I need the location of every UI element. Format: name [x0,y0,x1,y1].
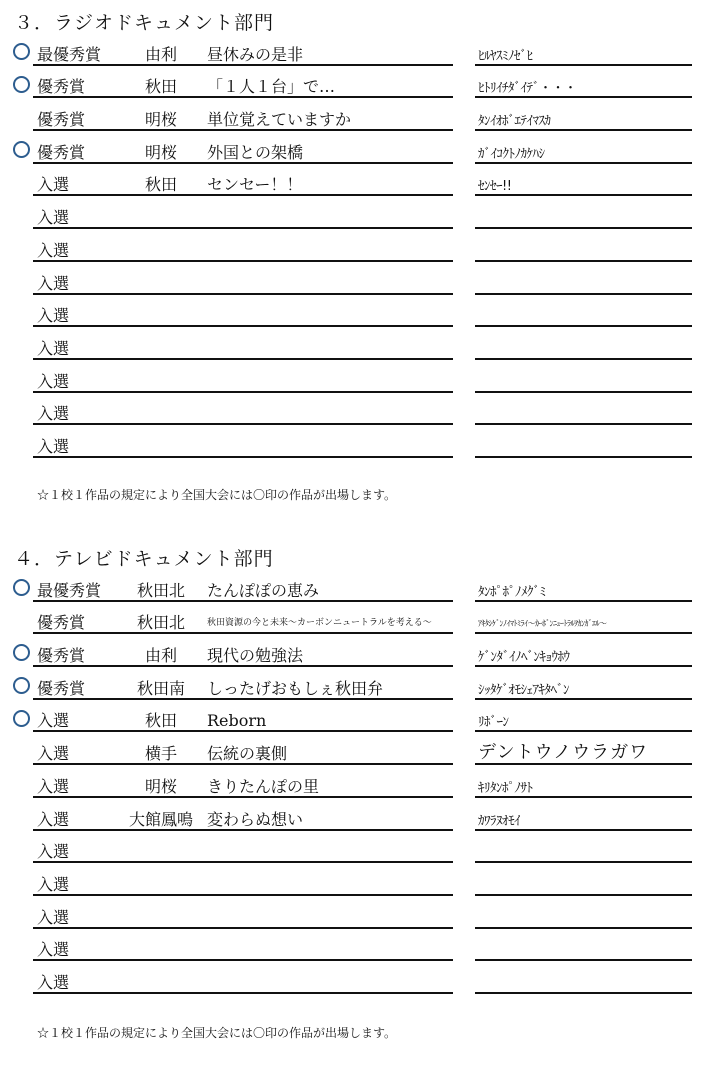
award-label: 最優秀賞 [37,580,102,600]
entry-underline [33,423,453,425]
reading-underline [475,698,692,700]
title-reading: ﾋﾄﾘｲﾁﾀﾞｲﾃﾞ・・・ [478,81,577,97]
result-row [0,199,726,232]
title-reading: ﾀﾝｲｵﾎﾞｴﾃｲﾏｽｶ [478,114,551,130]
entry-underline [33,698,453,700]
title-reading: ｱｷﾀｼｹﾞﾝﾉｲﾏﾄﾐﾗｲ～ｶｰﾎﾞﾝﾆｭｰﾄﾗﾙｦｶﾝｶﾞｴﾙ～ [478,619,607,629]
result-row [0,703,726,736]
result-row [0,932,726,965]
work-title: センセー！！ [207,175,303,195]
work-title: 伝統の裏側 [207,744,288,764]
school-name: 秋田南 [136,678,185,698]
result-row [0,167,726,200]
work-title: たんぽぽの恵み [207,580,320,600]
school-name: 秋田 [144,711,177,731]
title-reading: ｶﾞｲｺｸﾄﾉｶｹﾊｼ [478,146,545,162]
national-qualifier-circle-icon [13,43,30,60]
award-label: 入選 [37,306,70,326]
section-title: ３．ラジオドキュメント部門 [14,12,275,34]
entry-underline [33,861,453,863]
title-reading: ｹﾞﾝﾀﾞｲﾉﾍﾞﾝｷｮｳﾎｳ [478,650,570,666]
results-list [0,572,726,997]
result-row [0,964,726,997]
title-reading: ｷﾘﾀﾝﾎﾟﾉｻﾄ [478,780,533,796]
reading-underline [475,632,692,634]
reading-underline [475,959,692,961]
reading-underline [475,423,692,425]
work-title: 昼休みの是非 [207,44,304,64]
reading-underline [475,325,692,327]
school-name: 由利 [144,646,177,666]
result-row [0,899,726,932]
entry-underline [33,64,453,66]
result-row [0,605,726,638]
title-reading: ｾﾝｾｰ!! [478,179,512,195]
school-name: 明桜 [144,776,177,796]
reading-underline [475,391,692,393]
title-reading: ﾘﾎﾞｰﾝ [478,715,509,731]
award-label: 優秀賞 [37,77,86,97]
reading-underline [475,129,692,131]
national-qualifier-circle-icon [13,677,30,694]
school-name: 秋田 [144,175,177,195]
reading-underline [475,927,692,929]
award-label: 入選 [37,273,70,293]
award-label: 入選 [37,404,70,424]
award-label: 入選 [37,874,70,894]
reading-underline [475,763,692,765]
result-row [0,768,726,801]
award-label: 入選 [37,208,70,228]
entry-underline [33,763,453,765]
award-label: 入選 [37,972,70,992]
entry-underline [33,992,453,994]
reading-underline [475,665,692,667]
entry-underline [33,260,453,262]
reading-underline [475,358,692,360]
entry-underline [33,665,453,667]
entry-underline [33,96,453,98]
entry-underline [33,325,453,327]
result-row [0,330,726,363]
entry-underline [33,162,453,164]
reading-underline [475,861,692,863]
entry-underline [33,293,453,295]
work-title: 秋田資源の今と未来～カーボンニュートラルを考える～ [207,618,432,629]
award-label: 入選 [37,907,70,927]
result-row [0,801,726,834]
award-label: 優秀賞 [37,678,86,698]
result-row [0,572,726,605]
reading-underline [475,894,692,896]
award-label: 入選 [37,240,70,260]
national-qualifier-circle-icon [13,710,30,727]
work-title: しったげおもしぇ秋田弁 [207,678,384,698]
national-qualifier-circle-icon [13,644,30,661]
result-row [0,101,726,134]
award-label: 最優秀賞 [37,44,102,64]
results-list [0,36,726,461]
award-label: 入選 [37,436,70,456]
result-row [0,735,726,768]
title-reading: ﾀﾝﾎﾟﾎﾟﾉﾒｸﾞﾐ [478,584,546,600]
reading-underline [475,162,692,164]
footnote: ☆１校１作品の規定により全国大会には〇印の作品が出場します。 [37,1026,397,1040]
title-reading: ｶﾜﾗﾇｵﾓｲ [478,813,520,829]
result-row [0,36,726,69]
result-row [0,834,726,867]
reading-underline [475,227,692,229]
work-title: きりたんぽの里 [207,776,320,796]
award-label: 優秀賞 [37,613,86,633]
work-title: 変わらぬ想い [207,809,304,829]
award-label: 入選 [37,744,70,764]
entry-underline [33,829,453,831]
result-row [0,428,726,461]
result-row [0,134,726,167]
award-label: 入選 [37,711,70,731]
reading-underline [475,194,692,196]
footnote: ☆１校１作品の規定により全国大会には〇印の作品が出場します。 [37,488,397,502]
reading-underline [475,456,692,458]
school-name: 由利 [144,44,177,64]
work-title: 「１人１台」で… [207,77,336,97]
award-label: 入選 [37,842,70,862]
title-reading: ｼｯﾀｹﾞｵﾓｼｪｱｷﾀﾍﾞﾝ [478,682,569,698]
school-name: 明桜 [144,142,177,162]
reading-underline [475,64,692,66]
reading-underline [475,829,692,831]
award-label: 入選 [37,338,70,358]
work-title: 外国との架橋 [207,142,304,162]
entry-underline [33,927,453,929]
entry-underline [33,730,453,732]
entry-underline [33,391,453,393]
work-title: Reborn [207,711,267,731]
school-name: 大館鳳鳴 [128,809,193,829]
school-name: 秋田北 [136,580,185,600]
result-row [0,363,726,396]
entry-underline [33,894,453,896]
award-label: 入選 [37,175,70,195]
entry-underline [33,632,453,634]
award-label: 入選 [37,809,70,829]
entry-underline [33,194,453,196]
entry-underline [33,796,453,798]
award-label: 入選 [37,371,70,391]
reading-underline [475,600,692,602]
reading-underline [475,260,692,262]
work-title: 単位覚えていますか [207,110,352,130]
entry-underline [33,600,453,602]
reading-underline [475,730,692,732]
school-name: 明桜 [144,110,177,130]
result-row [0,298,726,331]
result-row [0,69,726,102]
award-label: 入選 [37,776,70,796]
reading-underline [475,96,692,98]
entry-underline [33,959,453,961]
result-row [0,637,726,670]
section-title: ４．テレビドキュメント部門 [14,548,274,570]
school-name: 秋田北 [136,613,185,633]
title-reading: デントウノウラガワ [478,742,649,764]
result-row [0,670,726,703]
result-row [0,232,726,265]
reading-underline [475,293,692,295]
entry-underline [33,129,453,131]
result-row [0,396,726,429]
national-qualifier-circle-icon [13,141,30,158]
result-row [0,866,726,899]
award-label: 優秀賞 [37,646,86,666]
result-row [0,265,726,298]
award-label: 優秀賞 [37,142,86,162]
national-qualifier-circle-icon [13,76,30,93]
award-label: 優秀賞 [37,110,86,130]
reading-underline [475,796,692,798]
school-name: 横手 [144,744,177,764]
award-label: 入選 [37,940,70,960]
school-name: 秋田 [144,77,177,97]
title-reading: ﾋﾙﾔｽﾐﾉｾﾞﾋ [478,48,533,64]
work-title: 現代の勉強法 [207,646,304,666]
entry-underline [33,358,453,360]
national-qualifier-circle-icon [13,579,30,596]
entry-underline [33,227,453,229]
entry-underline [33,456,453,458]
reading-underline [475,992,692,994]
